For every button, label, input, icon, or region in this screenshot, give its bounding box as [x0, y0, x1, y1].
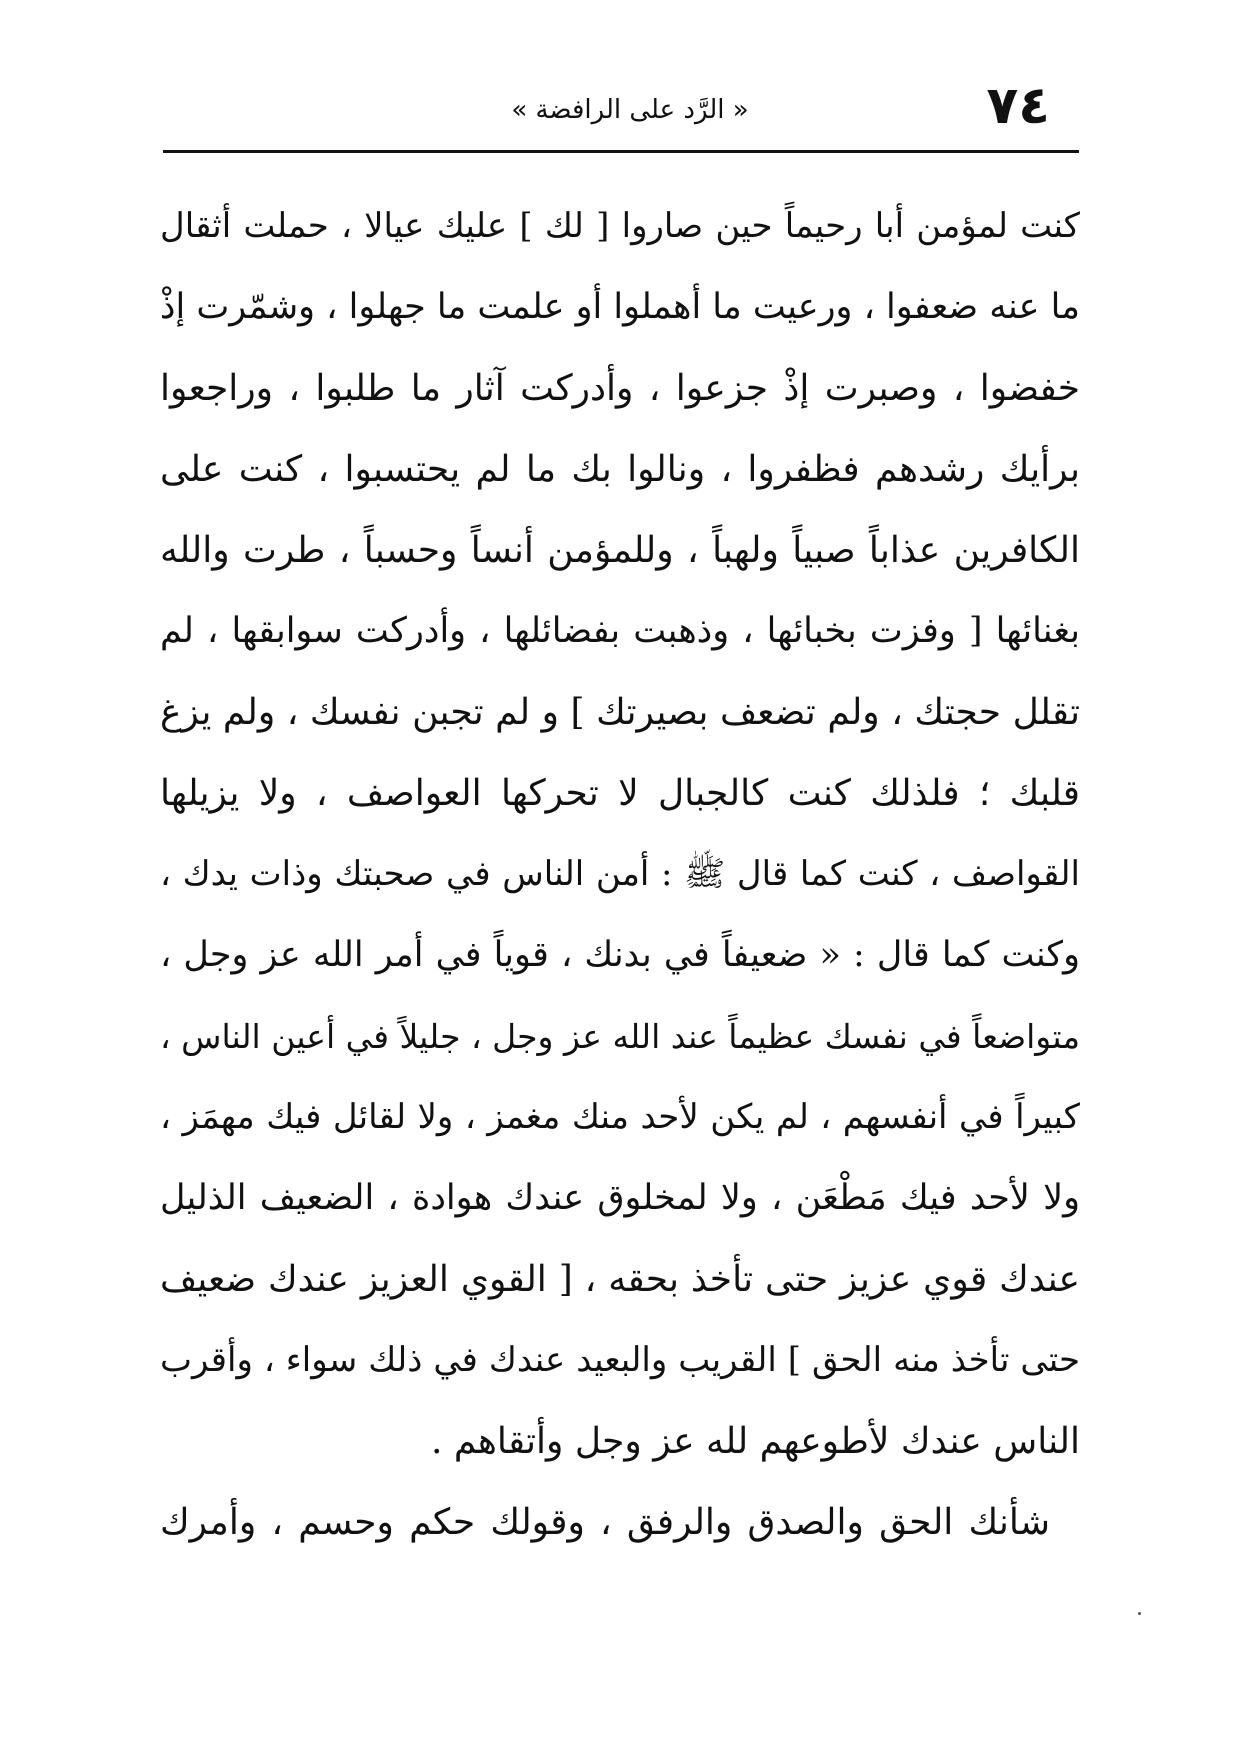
- text-line: القواصف ، كنت كما قال ﷺ : أمن الناس في صحبتك وذات يدك ،: [160, 854, 1080, 894]
- running-title: « الرَّد على الرافضة »: [511, 95, 749, 125]
- text-line: برأيك رشدهم فظفروا ، ونالوا بك ما لم يحتسبوا ، كنت على: [160, 449, 1080, 490]
- text-line: قلبك ؛ فلذلك كنت كالجبال لا تحركها العواصف ، ولا يزيلها: [160, 773, 1080, 814]
- text-line: عندك قوي عزيز حتى تأخذ بحقه ، [ القوي العزيز عندك ضعيف: [160, 1259, 1080, 1300]
- text-line: شأنك الحق والصدق والرفق ، وقولك حكم وحسم ، وأمرك: [160, 1502, 1050, 1543]
- body-text: [160, 186, 1080, 1563]
- text-line: كنت لمؤمن أبا رحيماً حين صاروا [ لك ] عليك عيالا ، حملت أثقال: [160, 206, 1080, 246]
- text-line: الكافرين عذاباً صبياً ولهباً ، وللمؤمن أنساً وحسباً ، طرت والله: [160, 530, 1080, 571]
- text-line: بغنائها [ وفزت بخبائها ، وذهبت بفضائلها ، وأدركت سوابقها ، لم: [160, 611, 1080, 651]
- page-number: ٧٤: [986, 76, 1050, 136]
- text-line: الناس عندك لأطوعهم لله عز وجل وأتقاهم .: [431, 1421, 1080, 1462]
- text-line: متواضعاً في نفسك عظيماً عند الله عز وجل ، جليلاً في أعين الناس ،: [160, 1017, 1080, 1056]
- header-divider: [163, 150, 1079, 153]
- text-line: كبيراً في أنفسهم ، لم يكن لأحد منك مغمز ، ولا لقائل فيك مهمَز ،: [160, 1097, 1080, 1137]
- text-line: ولا لأحد فيك مَطْعَن ، ولا لمخلوق عندك هوادة ، الضعيف الذليل: [160, 1178, 1080, 1218]
- text-line: حتى تأخذ منه الحق ] القريب والبعيد عندك في ذلك سواء ، وأقرب: [160, 1340, 1080, 1380]
- text-line: تقلل حجتك ، ولم تضعف بصيرتك ] و لم تجبن نفسك ، ولم يزغ: [160, 692, 1080, 733]
- text-line: وكنت كما قال : « ضعيفاً في بدنك ، قوياً في أمر الله عز وجل ،: [160, 935, 1080, 975]
- text-line: خفضوا ، وصبرت إذْ جزعوا ، وأدركت آثار ما طلبوا ، وراجعوا: [160, 368, 1080, 409]
- scan-speck: [1138, 1612, 1141, 1615]
- text-line: ما عنه ضعفوا ، ورعيت ما أهملوا أو علمت ما جهلوا ، وشمّرت إذْ: [160, 287, 1080, 327]
